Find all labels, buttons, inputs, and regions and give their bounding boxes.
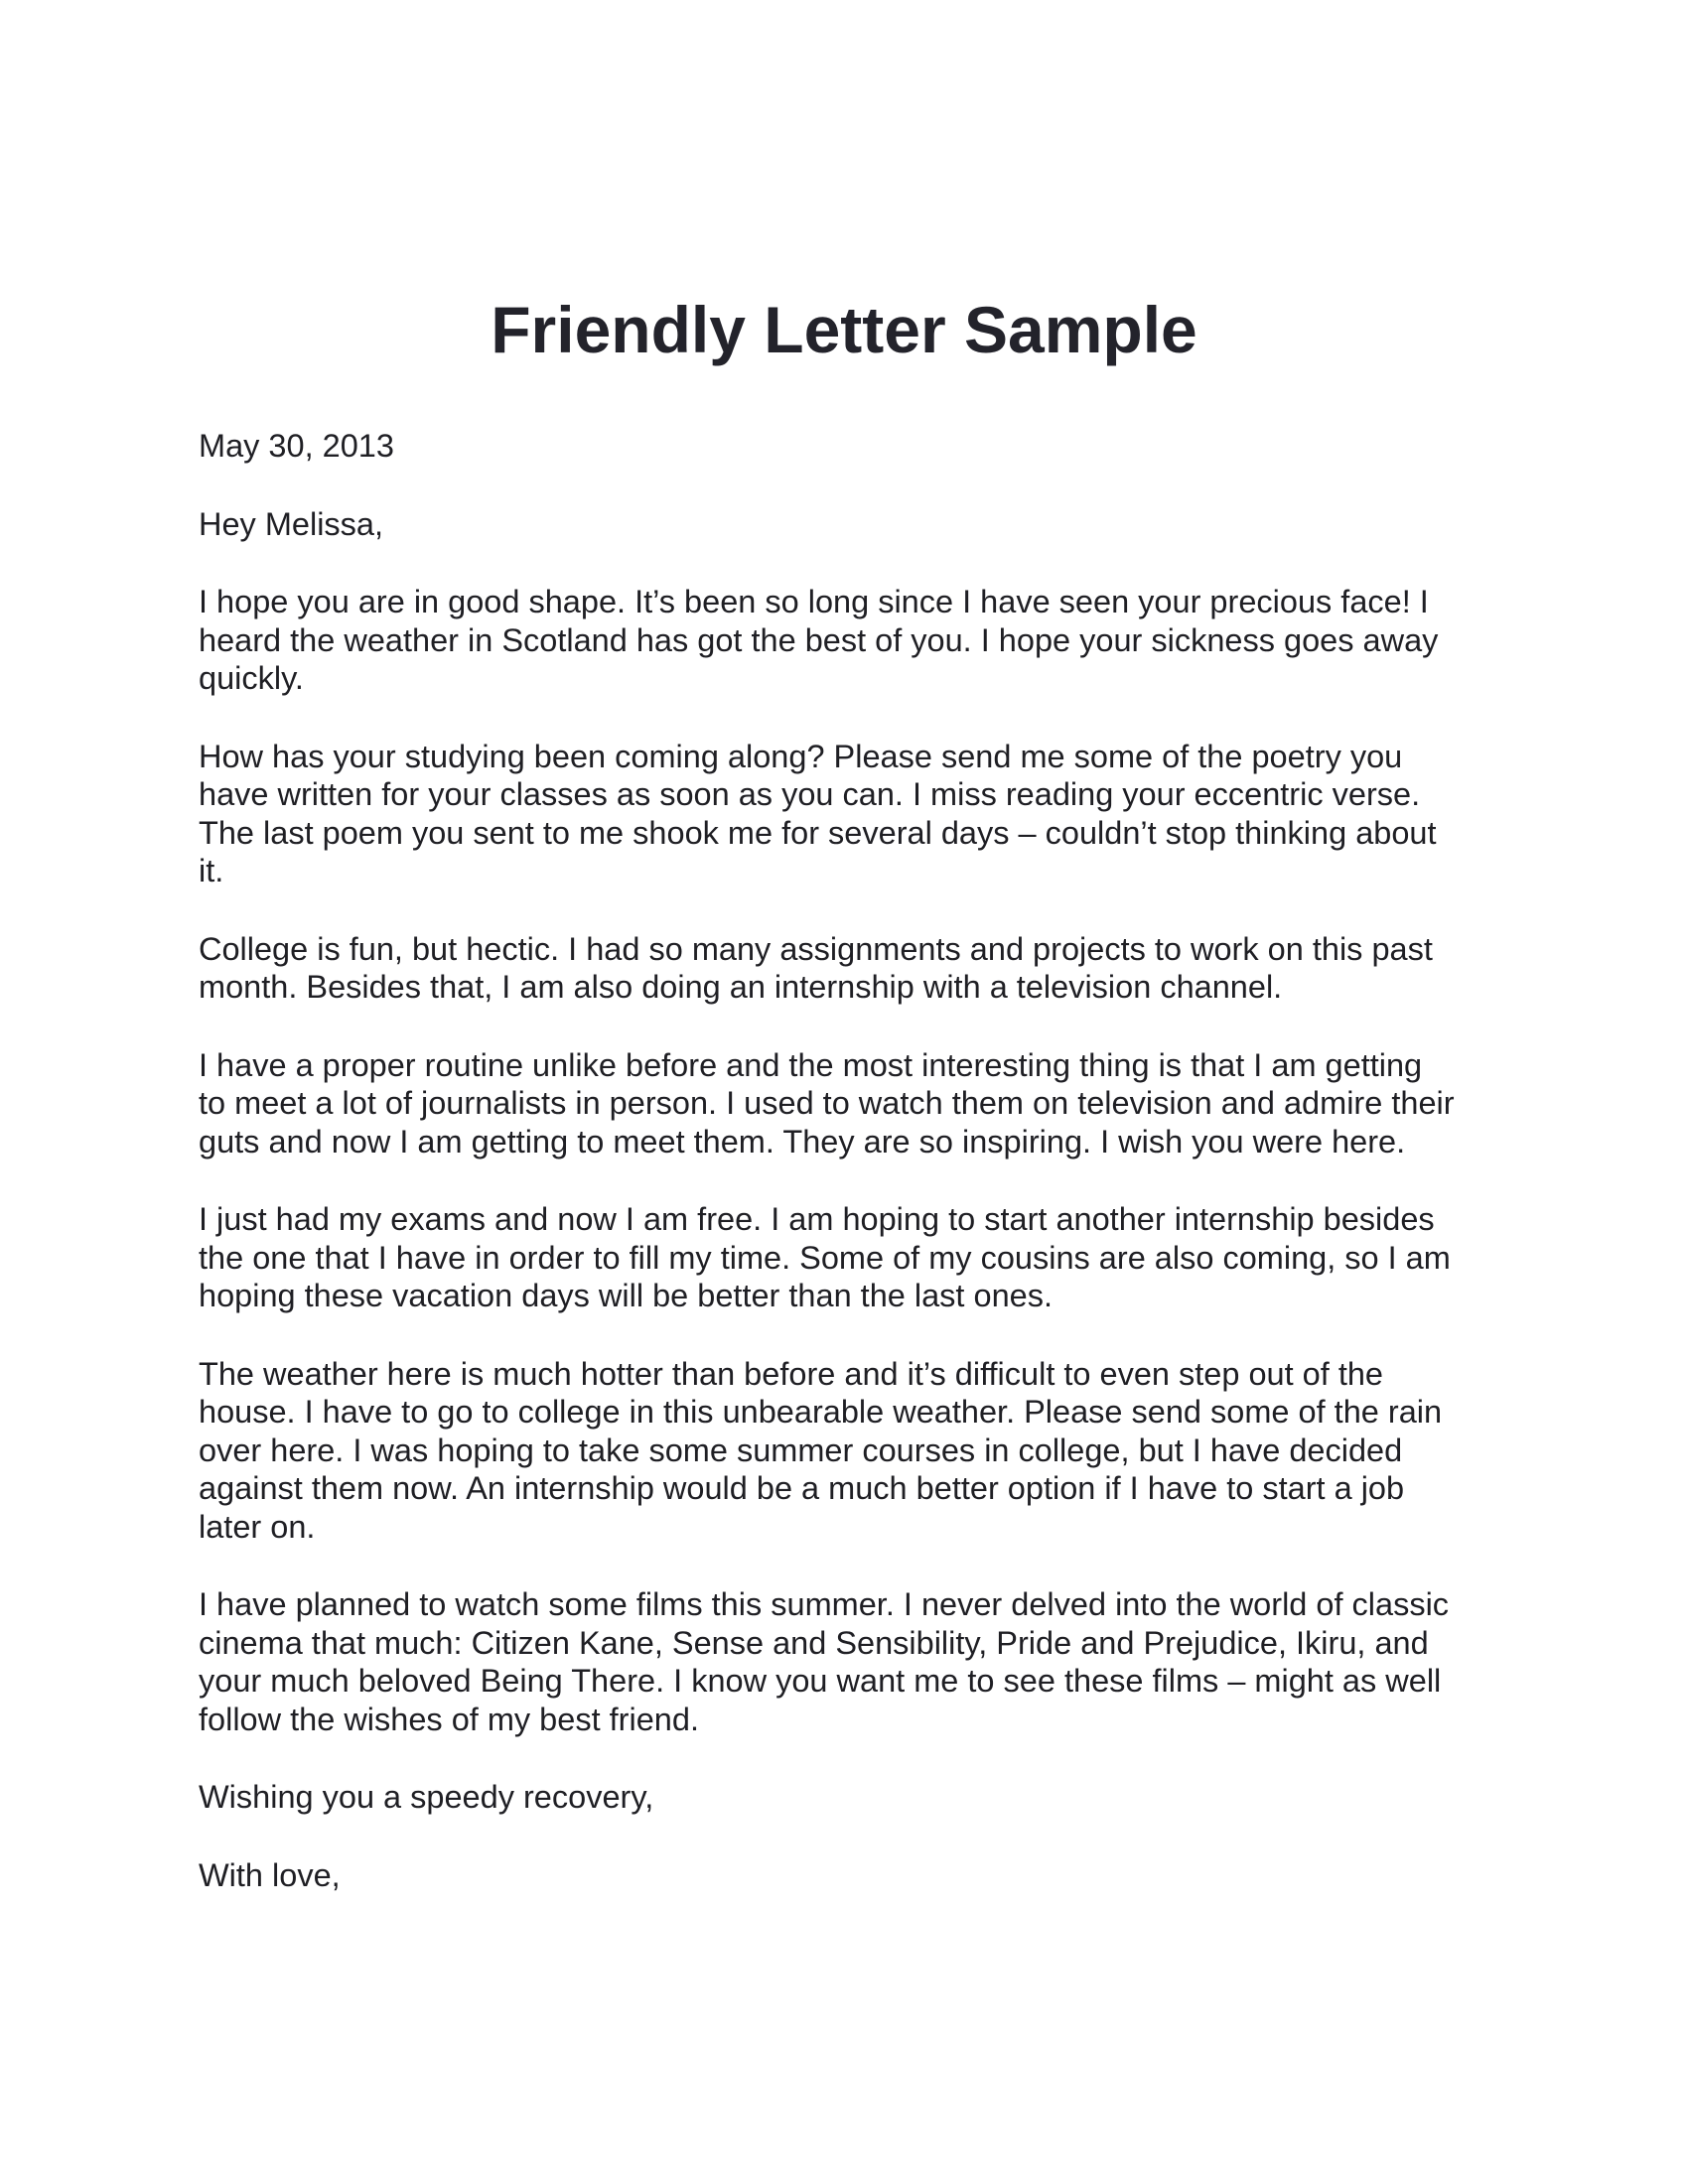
- letter-paragraph-3: [199, 930, 1499, 1007]
- paragraph-line: guts and now I am getting to meet them. They are so inspiring. I wish you were here.: [199, 1123, 1406, 1160]
- letter-paragraph-4: [199, 1046, 1499, 1161]
- paragraph-line: your much beloved Being There. I know you want me to see these films – might as well: [199, 1663, 1442, 1699]
- paragraph-line: against them now. An internship would be a much better option if I have to start a job: [199, 1470, 1405, 1506]
- paragraph-line: have written for your classes as soon as you can. I miss reading your eccentric verse.: [199, 776, 1421, 812]
- letter-signoff: With love,: [199, 1856, 341, 1893]
- paragraph-line: I hope you are in good shape. It’s been so long since I have seen your precious face! I: [199, 584, 1429, 619]
- paragraph-line: over here. I was hoping to take some summer courses in college, but I have decided: [199, 1432, 1403, 1468]
- letter-paragraph-1: [199, 583, 1499, 698]
- letter-paragraph-2: [199, 738, 1499, 890]
- paragraph-line: The last poem you sent to me shook me for several days – couldn’t stop thinking about: [199, 814, 1437, 851]
- paragraph-line: I have a proper routine unlike before and the most interesting thing is that I am getting: [199, 1046, 1423, 1083]
- letter-closing: Wishing you a speedy recovery,: [199, 1779, 654, 1815]
- paragraph-line: later on.: [199, 1508, 316, 1545]
- paragraph-line: I just had my exams and now I am free. I am hoping to start another internship besides: [199, 1201, 1435, 1237]
- paragraph-line: hoping these vacation days will be better than the last ones.: [199, 1278, 1053, 1313]
- paragraph-line: I have planned to watch some films this summer. I never delved into the world of classic: [199, 1586, 1450, 1622]
- paragraph-line: to meet a lot of journalists in person. I used to watch them on television and admire their: [199, 1085, 1455, 1121]
- paragraph-line: it.: [199, 853, 224, 888]
- letter-greeting: Hey Melissa,: [199, 505, 384, 542]
- paragraph-line: quickly.: [199, 660, 304, 696]
- letter-paragraph-6: [199, 1355, 1499, 1547]
- paragraph-line: cinema that much: Citizen Kane, Sense and Sensibility, Pride and Prejudice, Ikiru, and: [199, 1624, 1429, 1661]
- paragraph-line: house. I have to go to college in this unbearable weather. Please send some of the rain: [199, 1394, 1443, 1430]
- page-title: Friendly Letter Sample: [491, 293, 1197, 366]
- paragraph-line: the one that I have in order to fill my time. Some of my cousins are also coming, so I am: [199, 1239, 1451, 1276]
- paragraph-line: How has your studying been coming along? Please send me some of the poetry you: [199, 738, 1403, 774]
- paragraph-line: follow the wishes of my best friend.: [199, 1701, 699, 1737]
- letter-paragraph-5: [199, 1200, 1499, 1315]
- letter-date: May 30, 2013: [199, 428, 394, 464]
- paragraph-line: College is fun, but hectic. I had so many assignments and projects to work on this past: [199, 930, 1433, 967]
- paragraph-line: The weather here is much hotter than before and it’s difficult to even step out of the: [199, 1355, 1383, 1392]
- letter-body: [199, 427, 1499, 1934]
- paragraph-line: heard the weather in Scotland has got the best of you. I hope your sickness goes away: [199, 621, 1439, 658]
- paragraph-line: month. Besides that, I am also doing an internship with a television channel.: [199, 969, 1283, 1005]
- letter-paragraph-7: [199, 1585, 1499, 1738]
